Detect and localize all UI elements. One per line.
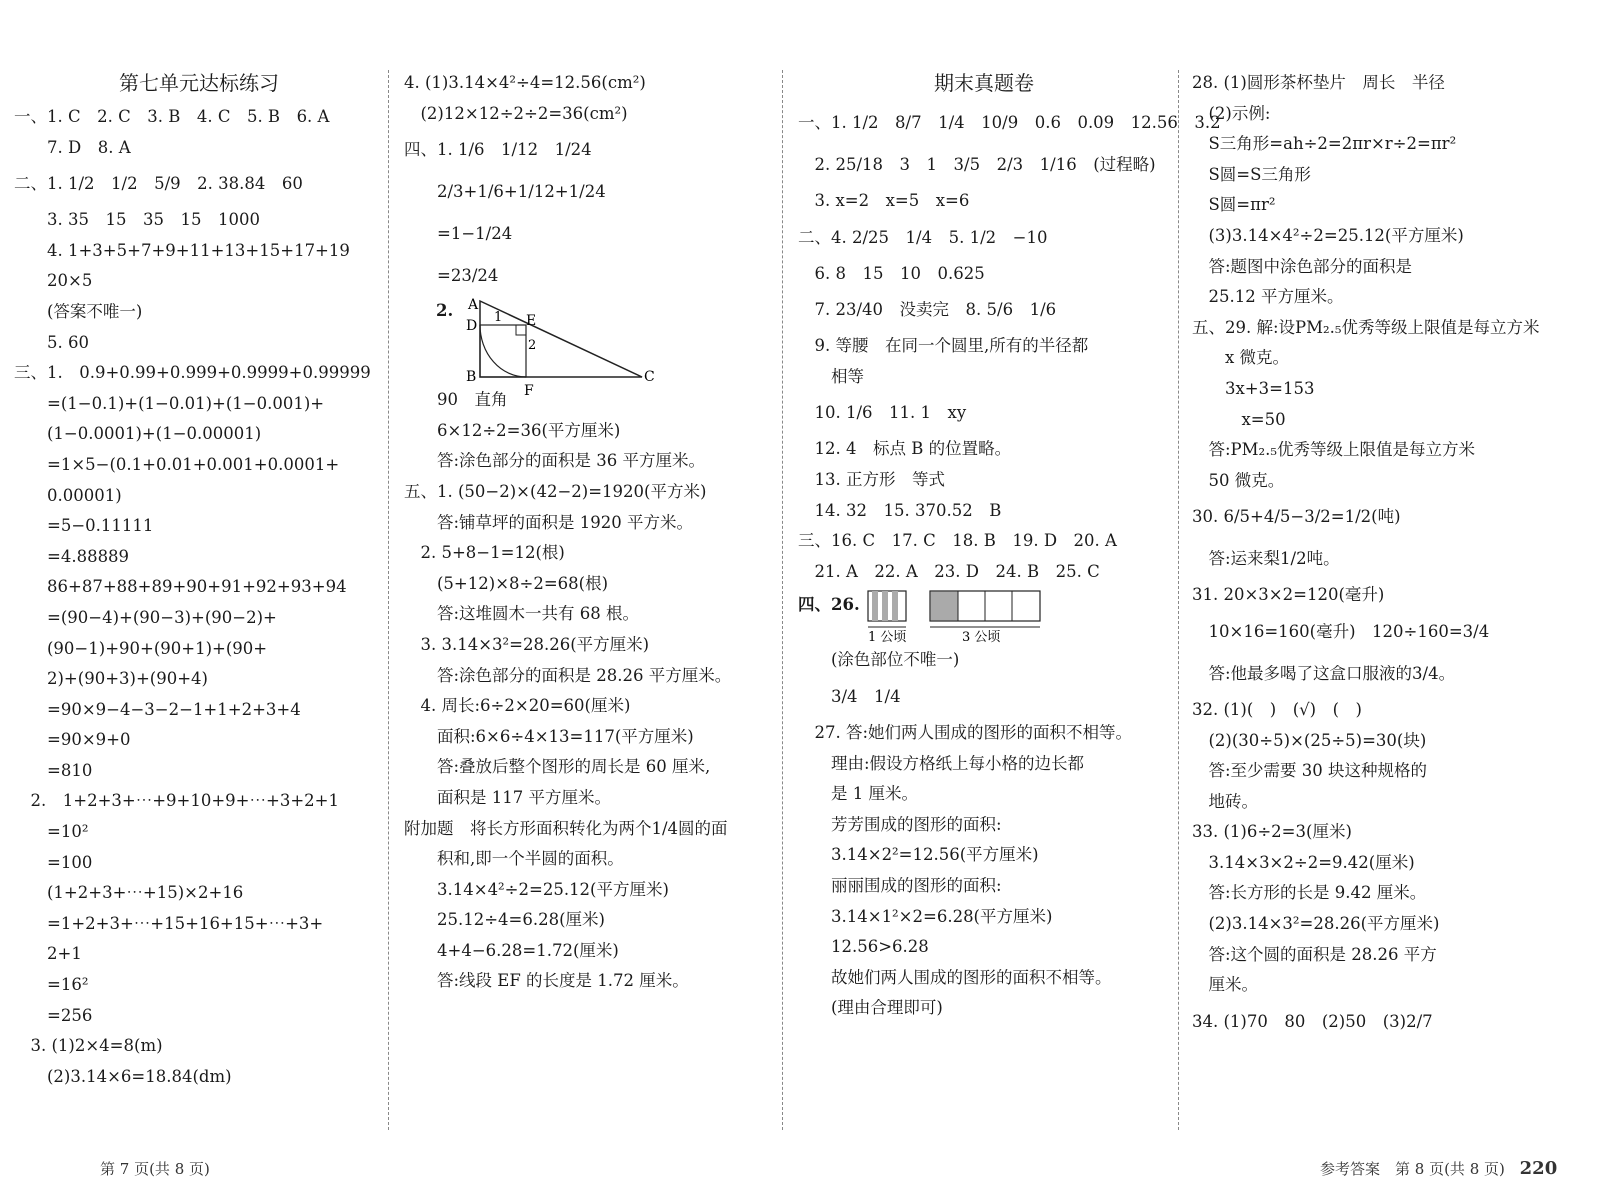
answer-list: [798, 645, 1170, 1024]
answer-line: 答:至少需要 30 块这种规格的: [1192, 761, 1428, 781]
answer-line: 二、1. 1/2 1/2 5/9 2. 38.84 60: [14, 174, 303, 194]
section-title: 期末真题卷: [934, 71, 1034, 95]
area-label: 3 公顷: [962, 630, 1001, 646]
answer-line: 2+1: [14, 944, 82, 964]
answer-line: 丽丽围成的图形的面积:: [798, 875, 1002, 895]
answer-line: x 微克。: [1192, 348, 1290, 368]
question-number: 2.: [436, 301, 454, 321]
answer-line: 0.00001): [14, 485, 122, 505]
answer-line: S三角形=ah÷2=2πr×r÷2=πr²: [1192, 134, 1457, 154]
answer-line: (2)3.14×6=18.84(dm): [14, 1066, 232, 1086]
answer-line: 7. D 8. A: [14, 137, 131, 157]
answer-line: 20×5: [14, 271, 93, 291]
answer-line: 3.14×4²÷2=25.12(平方厘米): [404, 879, 669, 899]
answer-line: 答:铺草坪的面积是 1920 平方米。: [404, 512, 694, 532]
answer-line: 13. 正方形 等式: [798, 469, 945, 489]
answer-line: 25.12÷4=6.28(厘米): [404, 910, 605, 930]
page-footer-left: 第 7 页(共 8 页): [100, 1160, 210, 1178]
answer-line: 12. 4 标点 B 的位置略。: [798, 439, 1012, 459]
answer-line: 30. 6/5+4/5−3/2=1/2(吨): [1192, 507, 1401, 527]
answer-line: 2)+(90+3)+(90+4): [14, 669, 208, 689]
answer-line: 14. 32 15. 370.52 B: [798, 500, 1002, 520]
answer-line: =1+2+3+⋯+15+16+15+⋯+3+: [14, 913, 324, 933]
answer-line: 答:线段 EF 的长度是 1.72 厘米。: [404, 971, 689, 991]
answer-line: (3)3.14×4²÷2=25.12(平方厘米): [1192, 225, 1464, 245]
answer-line: 10. 1/6 11. 1 xy: [798, 403, 967, 423]
answer-line: (2)(30÷5)×(25÷5)=30(块): [1192, 730, 1427, 750]
column-3: [798, 68, 1221, 1139]
answer-line: (理由合理即可): [798, 998, 943, 1018]
answer-line: 7. 23/40 没卖完 8. 5/6 1/6: [798, 300, 1057, 320]
answer-list: [14, 102, 384, 1092]
answer-line: 答:叠放后整个图形的周长是 60 厘米,: [404, 757, 711, 777]
answer-line: 3.14×3×2÷2=9.42(厘米): [1192, 852, 1415, 872]
answer-line: 4. (1)3.14×4²÷4=12.56(cm²): [404, 73, 646, 92]
answer-line: 理由:假设方格纸上每小格的边长都: [798, 753, 1085, 773]
answer-line: (1+2+3+⋯+15)×2+16: [14, 883, 244, 903]
answer-line: 50 微克。: [1192, 470, 1285, 490]
answer-line: (涂色部位不唯一): [798, 650, 960, 670]
answer-line: 2. 1+2+3+⋯+9+10+9+⋯+3+2+1: [14, 791, 339, 811]
answer-line: 2. 25/18 3 1 3/5 2/3 1/16 (过程略): [798, 155, 1156, 174]
answer-line: 3. 35 15 35 15 1000: [14, 210, 260, 230]
answer-line: 地砖。: [1192, 791, 1258, 811]
answer-line: 一、1. C 2. C 3. B 4. C 5. B 6. A: [14, 107, 330, 126]
answer-line: 故她们两人围成的图形的面积不相等。: [798, 967, 1112, 987]
answer-line: 一、1. 1/2 8/7 1/4 10/9 0.6 0.09 12.56 3.2: [798, 113, 1221, 132]
column-divider: [782, 70, 783, 1130]
answer-line: 五、1. (50−2)×(42−2)=1920(平方米): [404, 481, 707, 501]
answer-line: 28. (1)圆形茶杯垫片 周长 半径: [1192, 73, 1445, 92]
answer-line: 答:这个圆的面积是 28.26 平方: [1192, 944, 1437, 964]
answer-list: [798, 102, 1221, 587]
answer-line: 二、4. 2/25 1/4 5. 1/2 −10: [798, 227, 1048, 247]
answer-line: 是 1 厘米。: [798, 784, 918, 804]
answer-line: =1×5−(0.1+0.01+0.001+0.0001+: [14, 454, 340, 474]
answer-line: 芳芳围成的图形的面积:: [798, 814, 1002, 834]
answer-line: 3.14×2²=12.56(平方厘米): [798, 845, 1039, 865]
answer-line: (2)12×12÷2÷2=36(cm²): [404, 103, 628, 123]
answer-list: [1192, 68, 1592, 1043]
vertex-label: A: [468, 297, 479, 314]
answer-line: 6×12÷2=36(平方厘米): [404, 420, 621, 440]
answer-line: 面积是 117 平方厘米。: [404, 787, 611, 807]
answer-line: 附加题 将长方形面积转化为两个1/4圆的面: [404, 818, 728, 838]
answer-line: 12.56>6.28: [798, 937, 929, 957]
answer-line: (答案不唯一): [14, 301, 143, 321]
answer-line: 四、1. 1/6 1/12 1/24: [404, 140, 592, 160]
answer-line: =1−1/24: [404, 224, 513, 244]
answer-line: 32. (1)( ) (√) ( ): [1192, 699, 1362, 719]
answer-line: 答:他最多喝了这盒口服液的3/4。: [1192, 663, 1456, 683]
answer-line: S圆=S三角形: [1192, 164, 1311, 184]
answer-line: 25.12 平方厘米。: [1192, 287, 1344, 307]
answer-line: 五、29. 解:设PM₂.₅优秀等级上限值是每立方米: [1192, 317, 1540, 337]
answer-line: 10×16=160(毫升) 120÷160=3/4: [1192, 621, 1490, 641]
angle-label: 1: [494, 310, 503, 326]
answer-line: 面积:6×6÷4×13=117(平方厘米): [404, 726, 694, 746]
answer-line: 积和,即一个半圆的面积。: [404, 849, 624, 869]
answer-line: 答:运来梨1/2吨。: [1192, 549, 1340, 569]
hectare-squares: [868, 587, 1128, 645]
column-2: [404, 68, 774, 1139]
answer-line: =23/24: [404, 266, 499, 286]
answer-line: 90 直角: [404, 390, 508, 410]
answer-line: =(1−0.1)+(1−0.01)+(1−0.001)+: [14, 393, 325, 413]
answer-line: =5−0.11111: [14, 516, 154, 536]
vertex-label: B: [466, 369, 477, 386]
answer-line: =90×9−4−3−2−1+1+2+3+4: [14, 699, 301, 719]
answer-line: 答:题图中涂色部分的面积是: [1192, 256, 1413, 276]
answer-line: 86+87+88+89+90+91+92+93+94: [14, 577, 347, 597]
answer-line: 5. 60: [14, 332, 89, 352]
footer-text: 参考答案 第 8 页(共 8 页): [1320, 1160, 1505, 1178]
answer-line: 31. 20×3×2=120(毫升): [1192, 585, 1385, 605]
answer-line: 相等: [798, 366, 864, 386]
answer-line: S圆=πr²: [1192, 195, 1276, 215]
answer-line: =100: [14, 852, 93, 872]
angle-label: 2: [528, 338, 537, 354]
answer-list: [404, 385, 774, 997]
area-label: 1 公顷: [868, 630, 907, 646]
answer-line: 答:长方形的长是 9.42 厘米。: [1192, 883, 1427, 903]
answer-line: 4. 1+3+5+7+9+11+13+15+17+19: [14, 240, 350, 260]
hectare-figures: [798, 587, 1170, 645]
answer-line: 4. 周长:6÷2×20=60(厘米): [404, 696, 631, 716]
answer-line: 3. x=2 x=5 x=6: [798, 191, 970, 210]
answer-line: 4+4−6.28=1.72(厘米): [404, 940, 619, 960]
column-divider: [1178, 70, 1179, 1130]
answer-line: (5+12)×8÷2=68(根): [404, 573, 609, 593]
answer-line: 27. 答:她们两人围成的图形的面积不相等。: [798, 722, 1133, 742]
answer-line: 3/4 1/4: [798, 686, 901, 706]
answer-line: =810: [14, 760, 93, 780]
vertex-label: E: [526, 313, 537, 330]
answer-line: 34. (1)70 80 (2)50 (3)2/7: [1192, 1011, 1433, 1031]
vertex-label: F: [524, 383, 534, 400]
answer-line: 3.14×1²×2=6.28(平方厘米): [798, 906, 1053, 926]
answer-line: (2)3.14×3²=28.26(平方厘米): [1192, 914, 1440, 934]
vertex-label: D: [466, 318, 478, 335]
answer-line: 3. 3.14×3²=28.26(平方厘米): [404, 634, 650, 654]
answer-line: 三、16. C 17. C 18. B 19. D 20. A: [798, 531, 1117, 551]
answer-line: 6. 8 15 10 0.625: [798, 263, 985, 283]
answer-line: (1−0.0001)+(1−0.00001): [14, 424, 262, 444]
answer-line: =10²: [14, 822, 89, 842]
answer-line: 9. 等腰 在同一个圆里,所有的半径都: [798, 336, 1089, 356]
answer-line: 三、1. 0.9+0.99+0.999+0.9999+0.99999: [14, 363, 371, 383]
section-title: 第七单元达标练习: [119, 71, 279, 95]
page-number: 220: [1519, 1158, 1558, 1179]
answer-list: [404, 68, 774, 297]
answer-line: 答:涂色部分的面积是 36 平方厘米。: [404, 451, 706, 471]
answer-line: x=50: [1192, 409, 1286, 429]
column-divider: [388, 70, 389, 1130]
column-1: [14, 68, 384, 1139]
question-number: 四、26.: [798, 595, 860, 615]
page-footer-right: [1320, 1158, 1557, 1179]
answer-line: 答:PM₂.₅优秀等级上限值是每立方米: [1192, 440, 1476, 460]
answer-line: (90−1)+90+(90+1)+(90+: [14, 638, 268, 658]
answer-line: =256: [14, 1005, 93, 1025]
answer-line: 3x+3=153: [1192, 378, 1315, 398]
answer-line: =90×9+0: [14, 730, 131, 750]
answer-line: 2. 5+8−1=12(根): [404, 543, 565, 563]
answer-line: 33. (1)6÷2=3(厘米): [1192, 822, 1352, 842]
answer-line: =4.88889: [14, 546, 130, 566]
answer-line: =(90−4)+(90−3)+(90−2)+: [14, 607, 277, 627]
answer-line: 21. A 22. A 23. D 24. B 25. C: [798, 561, 1100, 581]
vertex-label: C: [644, 369, 655, 386]
answer-line: 厘米。: [1192, 975, 1258, 995]
column-4: [1192, 68, 1592, 1139]
answer-line: 2/3+1/6+1/12+1/24: [404, 182, 606, 202]
answer-line: =16²: [14, 975, 89, 995]
answer-line: 答:这堆圆木一共有 68 根。: [404, 604, 640, 624]
answer-line: 3. (1)2×4=8(m): [14, 1036, 163, 1056]
answer-line: (2)示例:: [1192, 103, 1271, 123]
answer-line: 答:涂色部分的面积是 28.26 平方厘米。: [404, 665, 732, 685]
triangle-figure: [466, 297, 706, 400]
